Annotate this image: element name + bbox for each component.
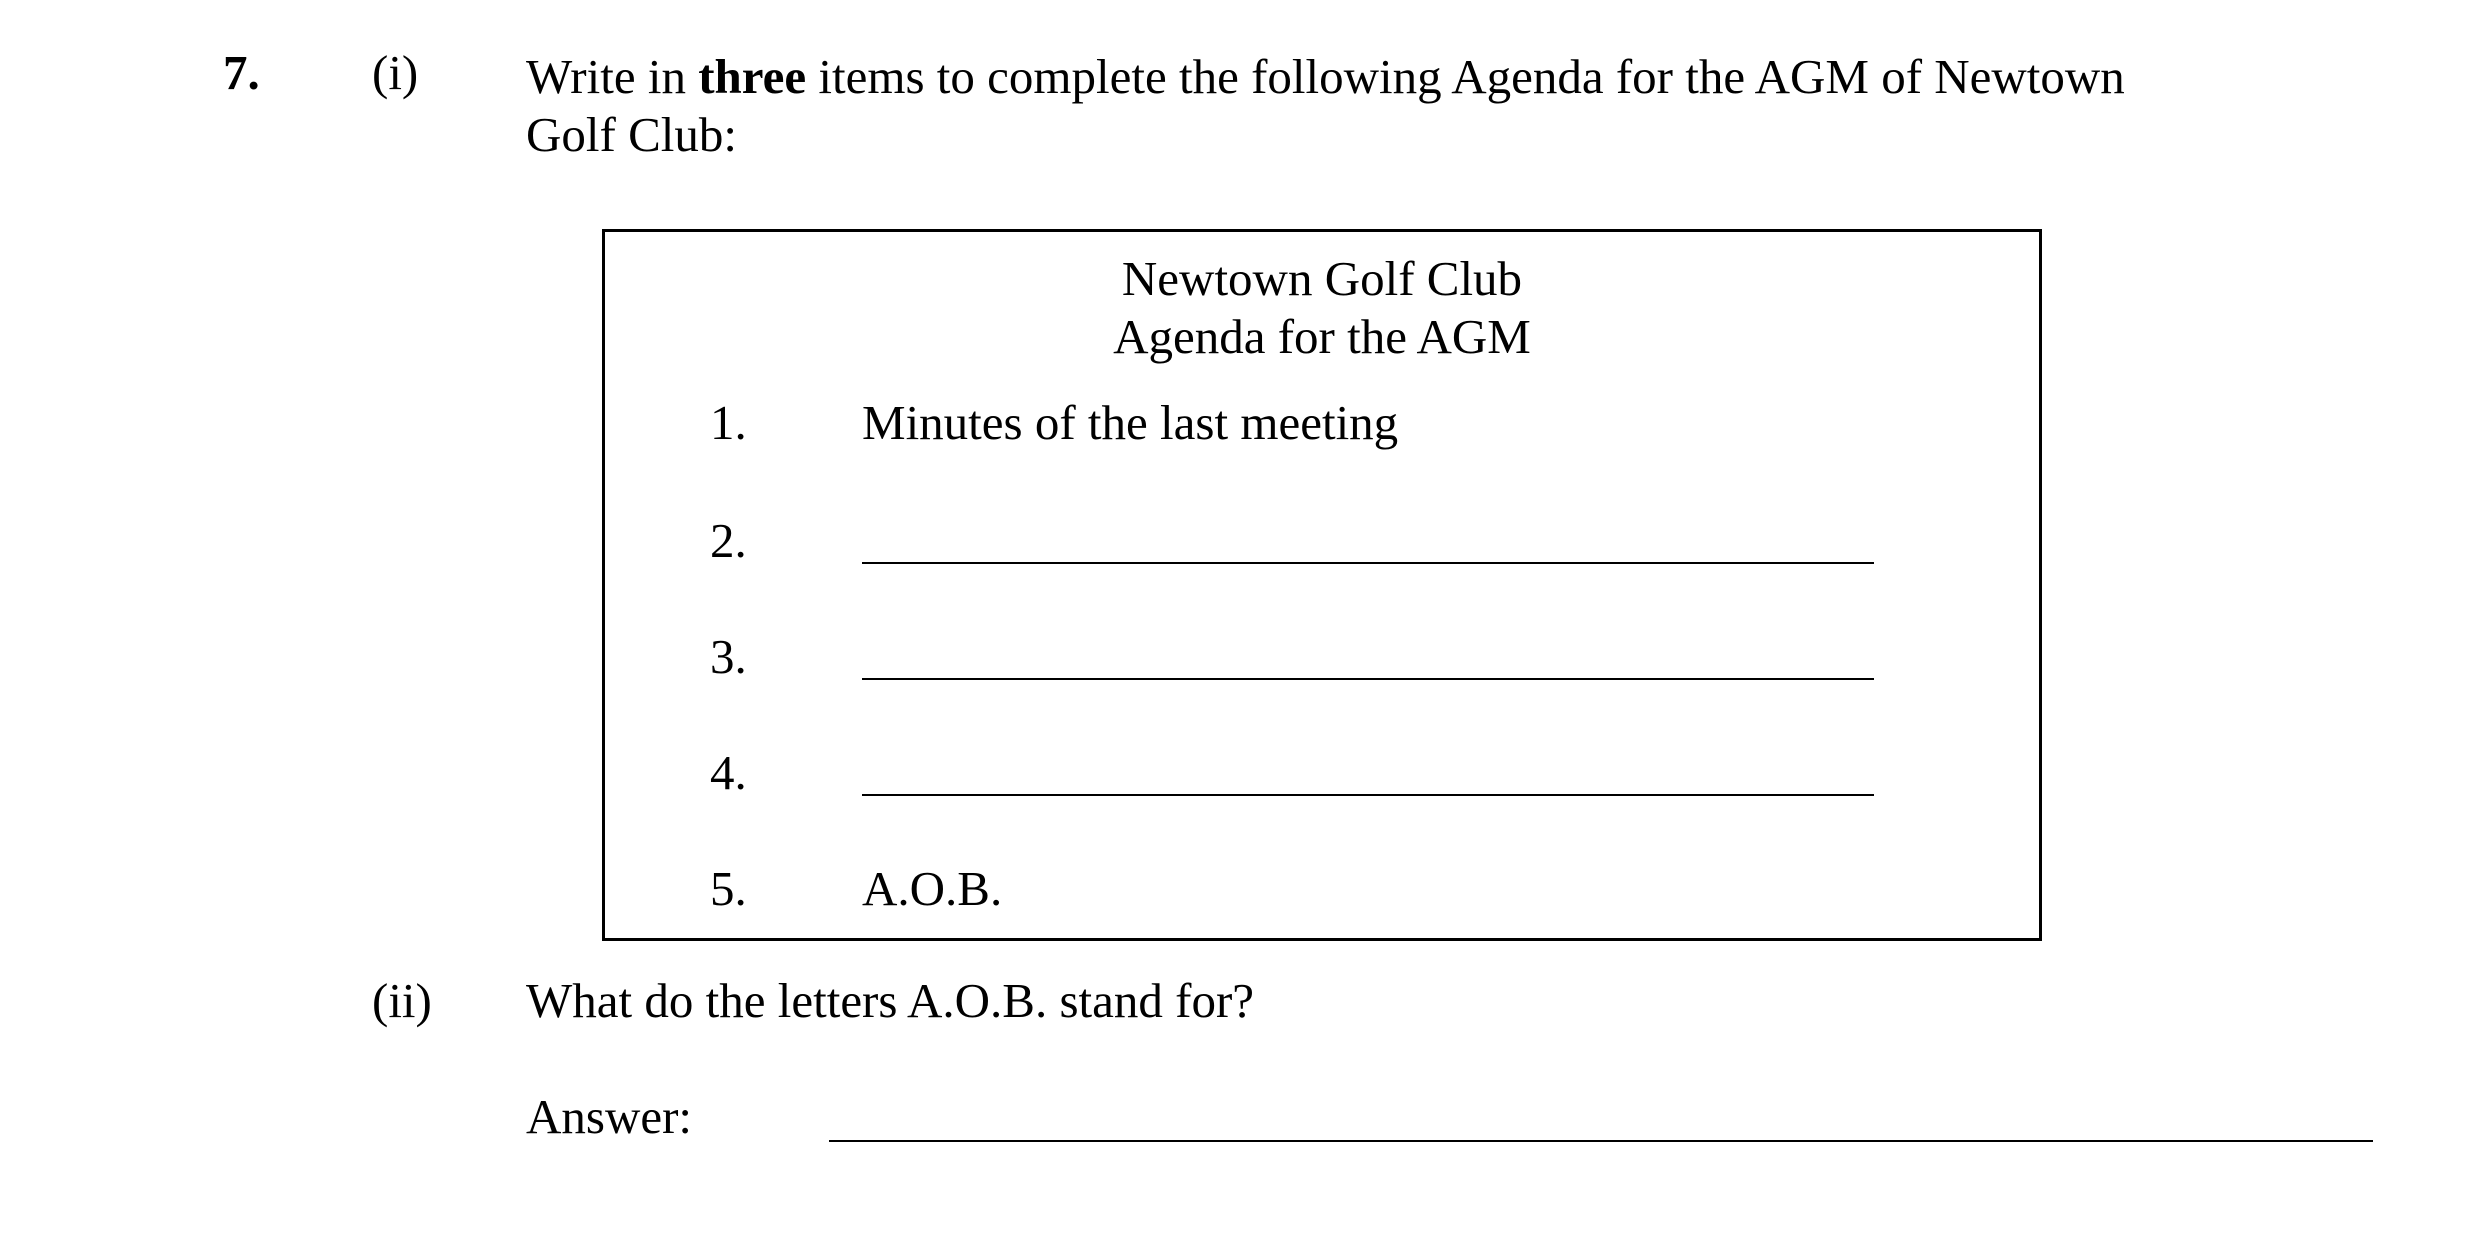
agenda-item-1-number: 1. bbox=[710, 395, 747, 450]
instruction-text-line2: Golf Club: bbox=[526, 107, 737, 162]
agenda-item-4-number: 4. bbox=[710, 745, 747, 800]
agenda-item-5-text: A.O.B. bbox=[862, 861, 1003, 916]
agenda-item-5-number: 5. bbox=[710, 861, 747, 916]
agenda-box bbox=[602, 229, 2042, 941]
answer-label: Answer: bbox=[526, 1089, 693, 1144]
agenda-title-club: Newtown Golf Club bbox=[1121, 251, 1523, 306]
agenda-item-2-number: 2. bbox=[710, 513, 747, 568]
agenda-item-3-blank-line[interactable] bbox=[862, 678, 1874, 680]
part-ii-question: What do the letters A.O.B. stand for? bbox=[526, 973, 1255, 1028]
agenda-item-4-blank-line[interactable] bbox=[862, 794, 1874, 796]
part-ii-label: (ii) bbox=[372, 973, 432, 1028]
part-i-label: (i) bbox=[372, 45, 419, 100]
part-i-instruction bbox=[526, 48, 2125, 164]
agenda-item-2-blank-line[interactable] bbox=[862, 562, 1874, 564]
instruction-text-after: items to complete the following Agenda for the AGM of Newtown bbox=[806, 49, 2125, 104]
answer-blank-line[interactable] bbox=[829, 1140, 2373, 1142]
instruction-text-before: Write in bbox=[526, 49, 699, 104]
instruction-emphasis: three bbox=[698, 49, 807, 104]
question-number: 7. bbox=[223, 45, 260, 100]
agenda-item-1-text: Minutes of the last meeting bbox=[862, 395, 1399, 450]
agenda-item-3-number: 3. bbox=[710, 629, 747, 684]
agenda-title-meeting: Agenda for the AGM bbox=[1113, 309, 1531, 364]
